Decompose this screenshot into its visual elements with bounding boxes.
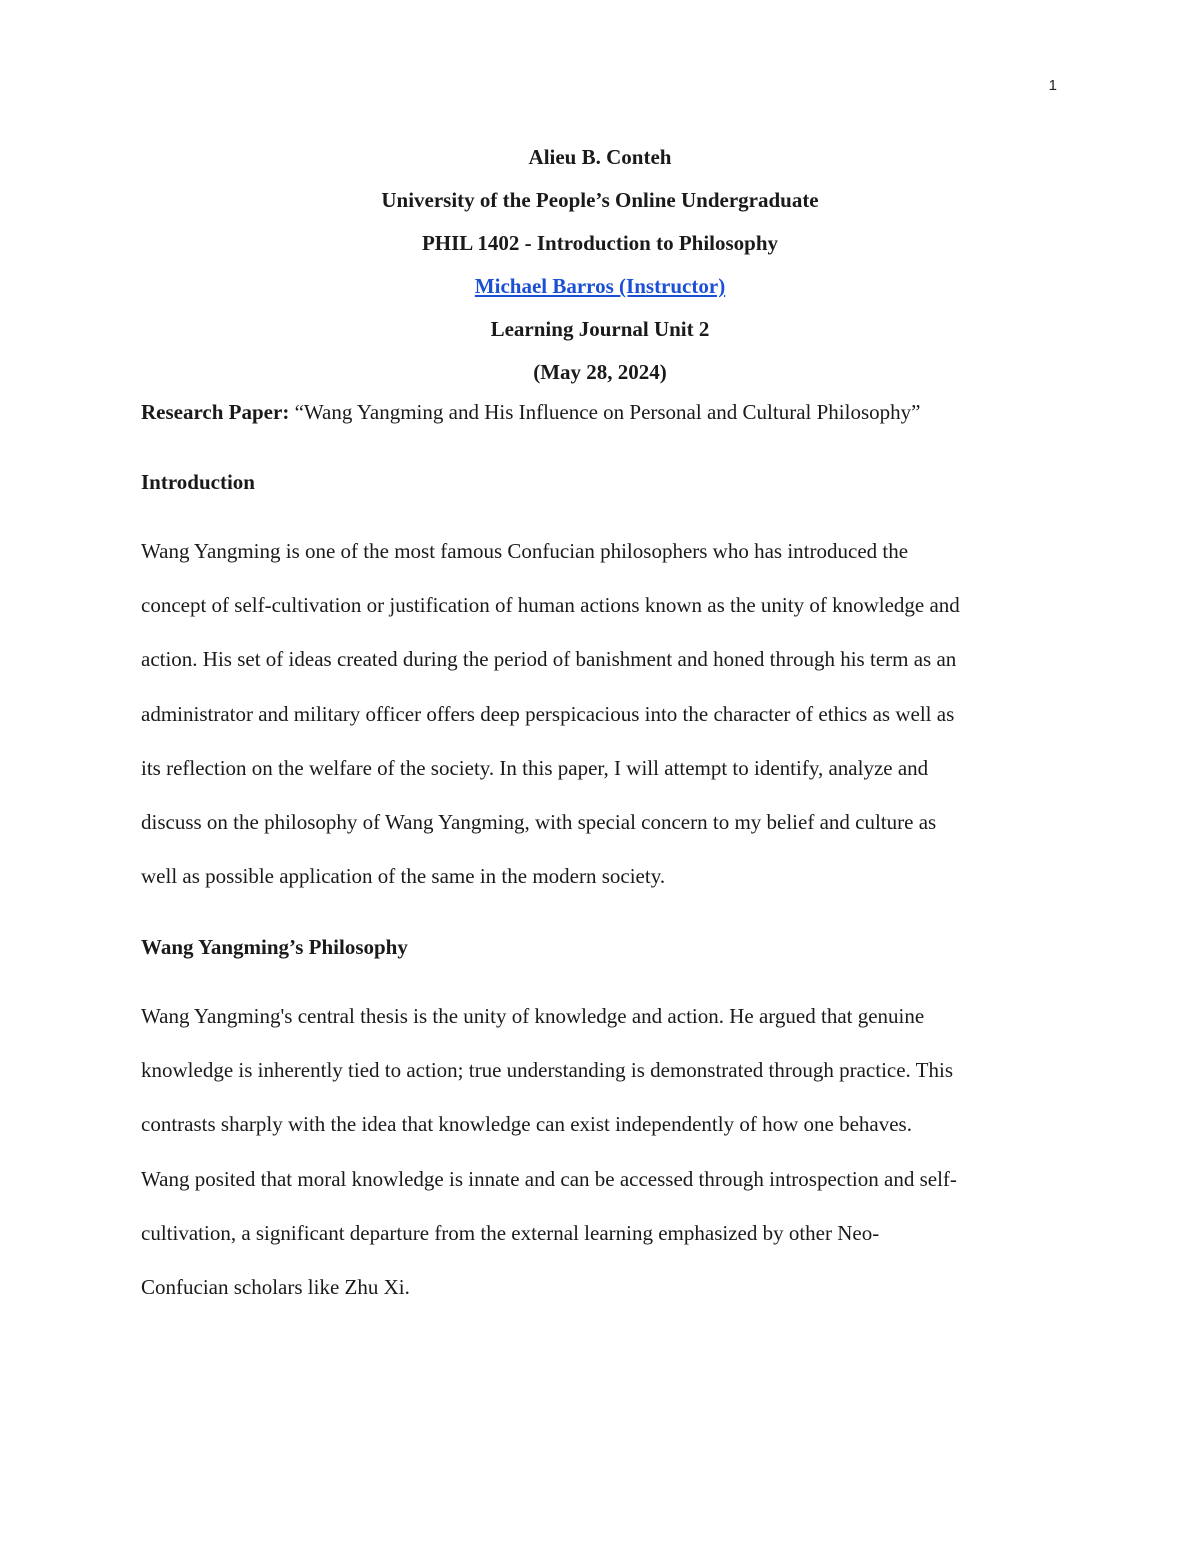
- research-paper-title: “Wang Yangming and His Influence on Personal and Cultural Philosophy”: [289, 400, 921, 424]
- assignment-title: Learning Journal Unit 2: [490, 317, 710, 341]
- author-name: Alieu B. Conteh: [528, 145, 672, 169]
- institution-name: University of the People’s Online Undergraduate: [381, 188, 819, 212]
- course-title: PHIL 1402 - Introduction to Philosophy: [421, 231, 779, 255]
- paragraph-line: Confucian scholars like Zhu Xi.: [141, 1275, 410, 1300]
- document-date: (May 28, 2024): [533, 360, 667, 384]
- paragraph-line: contrasts sharply with the idea that knowledge can exist independently of how one behaves.: [141, 1112, 912, 1137]
- paragraph-line: concept of self-cultivation or justification of human actions known as the unity of knowledge and: [141, 593, 960, 618]
- paragraph-line: Wang Yangming's central thesis is the unity of knowledge and action. He argued that genuine: [141, 1004, 925, 1028]
- instructor-link[interactable]: Michael Barros (Instructor): [474, 274, 726, 298]
- paragraph-line: cultivation, a significant departure from the external learning emphasized by other Neo-: [141, 1220, 880, 1245]
- paragraph-line: Wang Yangming is one of the most famous Confucian philosophers who has introduced the: [141, 539, 909, 563]
- paragraph-line: knowledge is inherently tied to action; true understanding is demonstrated through practice. This: [141, 1058, 953, 1083]
- section-heading-introduction: Introduction: [141, 470, 255, 494]
- page-number: 1: [1048, 77, 1057, 94]
- research-paper-line: [141, 396, 1061, 428]
- paragraph-line: administrator and military officer offers deep perspicacious into the character of ethics as well as: [141, 701, 955, 726]
- paragraph-line: well as possible application of the same in the modern society.: [141, 864, 666, 889]
- paragraph-line: action. His set of ideas created during the period of banishment and honed through his term as an: [141, 647, 957, 672]
- title-block: [0, 141, 1200, 399]
- paragraph-line: Wang posited that moral knowledge is innate and can be accessed through introspection and self-: [141, 1166, 957, 1191]
- paragraph-line: its reflection on the welfare of the society. In this paper, I will attempt to identify, analyze and: [141, 755, 929, 780]
- research-paper-label: Research Paper:: [141, 400, 290, 424]
- philosophy-paragraph: [141, 989, 1061, 1314]
- section-heading-philosophy: Wang Yangming’s Philosophy: [141, 935, 408, 959]
- paragraph-line: discuss on the philosophy of Wang Yangming, with special concern to my belief and culture as: [141, 810, 937, 835]
- introduction-paragraph: [141, 524, 1061, 903]
